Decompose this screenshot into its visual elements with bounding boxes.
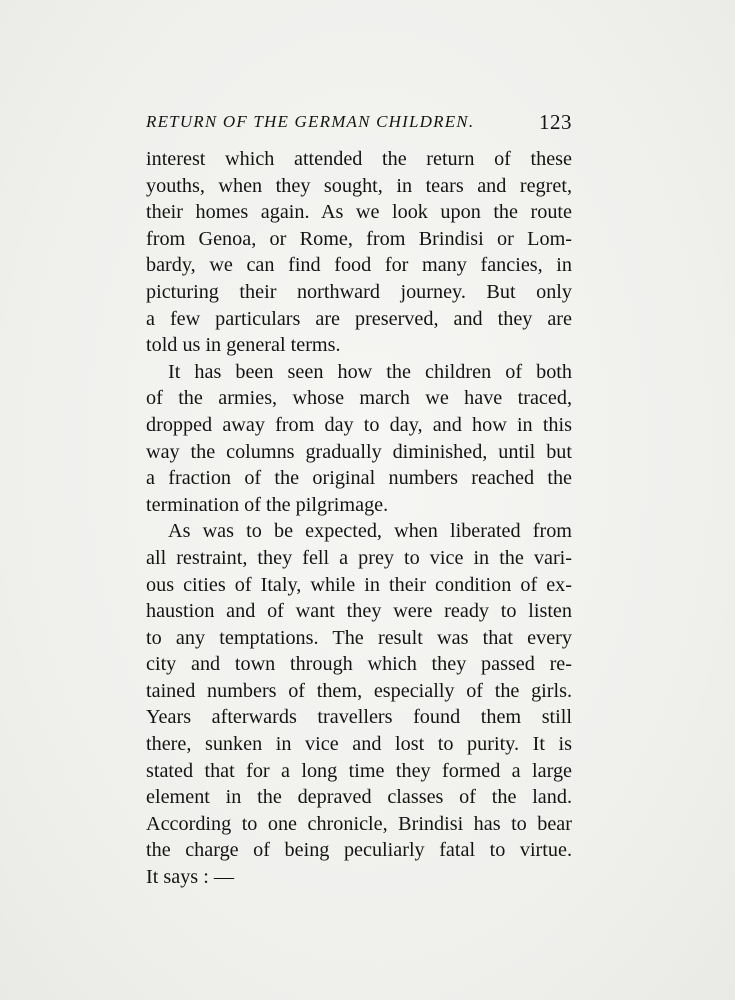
page-number: 123 bbox=[539, 110, 572, 134]
text-line: a fraction of the original numbers reached the bbox=[146, 467, 572, 490]
text-line: all restraint, they fell a prey to vice in the vari- bbox=[146, 546, 572, 569]
text-line: to any temptations. The result was that every bbox=[146, 626, 572, 649]
text-line: ous cities of Italy, while in their condition of ex- bbox=[146, 573, 572, 596]
text-line: told us in general terms. bbox=[146, 334, 341, 357]
text-line: According to one chronicle, Brindisi has to bear bbox=[146, 812, 572, 835]
text-line: a few particulars are preserved, and they are bbox=[146, 307, 572, 330]
text-line: from Genoa, or Rome, from Brindisi or Lom- bbox=[146, 227, 572, 250]
text-line: As was to be expected, when liberated from bbox=[168, 520, 572, 543]
text-line: bardy, we can find food for many fancies, in bbox=[146, 254, 572, 277]
text-line: youths, when they sought, in tears and regret, bbox=[146, 174, 572, 197]
text-line: picturing their northward journey. But only bbox=[146, 280, 572, 303]
running-title: RETURN OF THE GERMAN CHILDREN. bbox=[146, 112, 475, 131]
text-line: way the columns gradually diminished, until but bbox=[146, 440, 572, 463]
text-line: dropped away from day to day, and how in this bbox=[146, 413, 572, 436]
text-line: their homes again. As we look upon the route bbox=[146, 201, 572, 224]
text-line: of the armies, whose march we have traced, bbox=[146, 387, 572, 410]
text-line: interest which attended the return of these bbox=[146, 148, 572, 170]
text-line: element in the depraved classes of the land. bbox=[146, 786, 572, 809]
text-line: the charge of being peculiarly fatal to virtue. bbox=[146, 839, 572, 862]
text-line: Years afterwards travellers found them still bbox=[146, 706, 572, 729]
text-line: It has been seen how the children of both bbox=[168, 360, 572, 383]
body-text bbox=[146, 146, 572, 891]
text-line: haustion and of want they were ready to listen bbox=[146, 600, 572, 623]
text-line: there, sunken in vice and lost to purity. It is bbox=[146, 733, 572, 756]
text-line: It says : — bbox=[146, 866, 235, 889]
running-head bbox=[146, 112, 572, 136]
text-line: termination of the pilgrimage. bbox=[146, 493, 389, 516]
text-line: stated that for a long time they formed a large bbox=[146, 759, 572, 782]
text-line: city and town through which they passed re- bbox=[146, 653, 572, 676]
text-line: tained numbers of them, especially of the girls. bbox=[146, 679, 572, 702]
